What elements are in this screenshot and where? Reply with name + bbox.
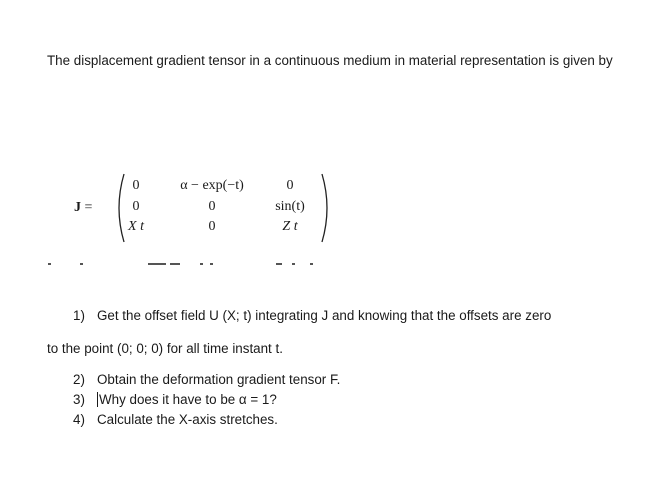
equation-lhs [74,200,92,216]
matrix-cell-r3c1: X t [128,219,144,234]
displacement-gradient-equation [70,172,340,247]
matrix-cell-r2c1: 0 [132,199,140,214]
question-3-text: Why does it have to be α = 1? [99,392,277,407]
intro-paragraph: The displacement gradient tensor in a continuous medium in material representation is given by [47,53,613,68]
tensor-symbol-j: J [74,200,81,215]
question-4-number: 4) [73,412,85,427]
question-1-continuation: to the point (0; 0; 0) for all time instant t. [47,341,283,356]
question-list [73,370,340,430]
question-4-text: Calculate the X-axis stretches. [97,412,278,427]
question-1 [73,306,551,326]
question-2 [73,370,340,390]
matrix-cell-r3c2: 0 [208,219,216,234]
question-3-number: 3) [73,392,85,407]
right-parenthesis [320,172,334,244]
question-4 [73,410,340,430]
question-2-number: 2) [73,372,85,387]
left-parenthesis [112,172,126,244]
matrix-cell-r2c2: 0 [208,199,216,214]
matrix-cell-r1c2: α − exp(−t) [180,178,244,193]
cropped-text-artifact [48,256,338,270]
matrix-cell-r3c3: Z t [282,219,298,234]
matrix-cell-r2c3: sin(t) [275,199,305,214]
question-1-text: Get the offset field U (X; t) integrating J and knowing that the offsets are zero [97,308,552,323]
matrix-cell-r1c3: 0 [286,178,294,193]
question-1-number: 1) [73,308,85,323]
matrix-cell-r1c1: 0 [132,178,140,193]
question-3 [73,390,340,410]
question-2-text: Obtain the deformation gradient tensor F. [97,372,341,387]
equals-sign: = [84,200,93,215]
